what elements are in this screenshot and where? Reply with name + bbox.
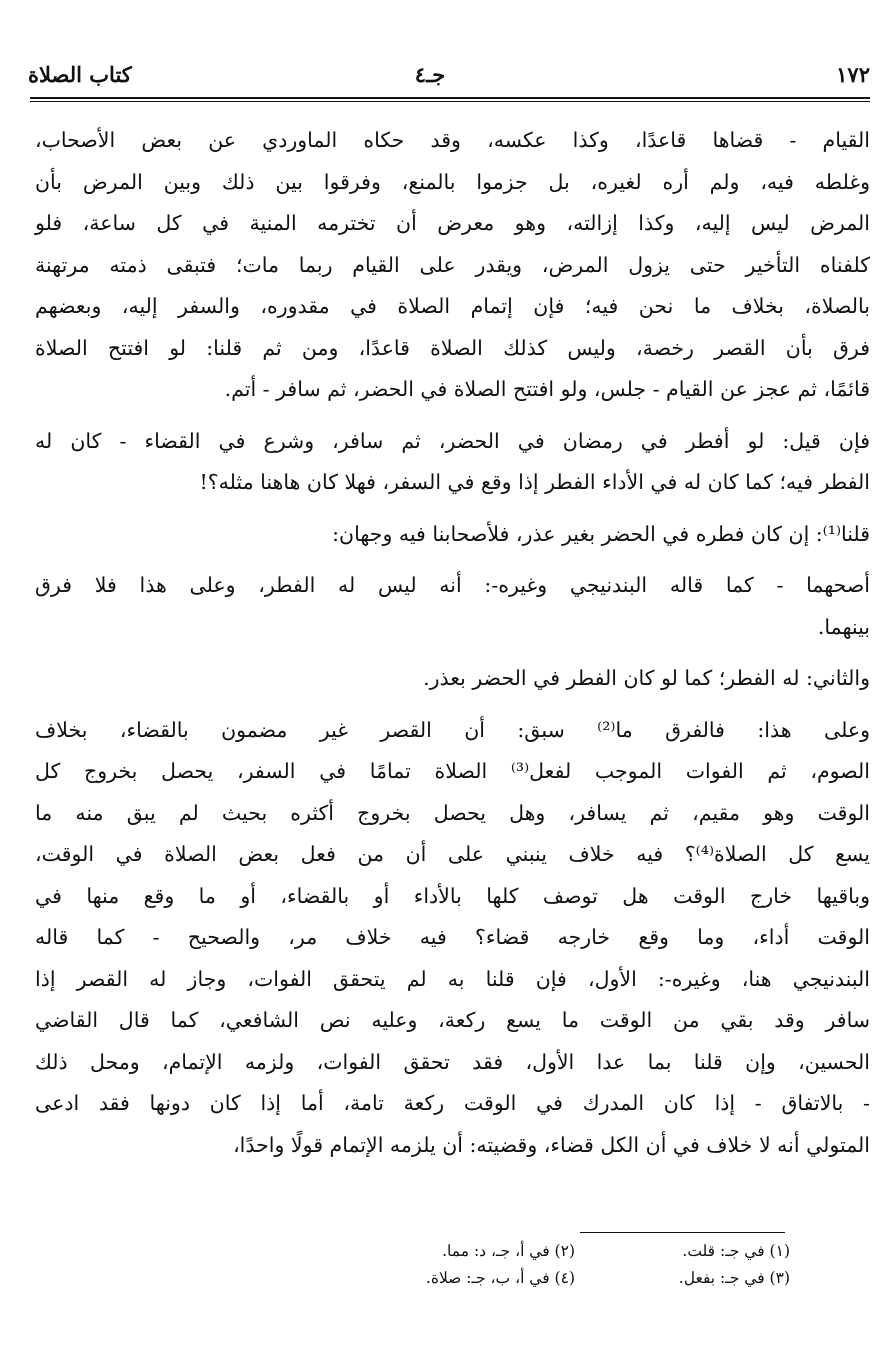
text-line: يسع كل الصلاة⁽⁴⁾؟ فيه خلاف ينبني على أن من فعل بعض الصلاة في الوقت، <box>35 842 870 866</box>
page-number: ١٧٢ <box>836 62 870 87</box>
paragraph-gap <box>35 648 870 658</box>
footnote: (٣) في جـ: بفعل. <box>678 1269 790 1287</box>
text-line: كلفناه التأخير حتى يزول المرض، ويقدر على القيام ربما مات؛ فتبقى ذمته مرتهنة <box>35 252 870 277</box>
text-line: البندنيجي هنا، وغيره-: الأول، فإن قلنا به لم يتحقق الفوات، وجاز له القصر إذا <box>35 966 870 991</box>
paragraph-gap <box>35 504 870 514</box>
footnote: (٢) في أ، جـ، د: مما. <box>442 1242 575 1260</box>
footnote-row <box>360 1265 790 1292</box>
paragraph-gap <box>35 700 870 710</box>
footnotes <box>360 1238 790 1292</box>
book-title: كتاب الصلاة <box>28 62 132 87</box>
text-line: الحسين، وإن قلنا بما عدا الأول، فقد تحقق الفوات، ولزمه الإتمام، ومحل ذلك <box>35 1049 870 1074</box>
text-line: - بالاتفاق - إذا كان المدرك في الوقت ركعة تامة، أما إذا كان دونها فقد ادعى <box>35 1091 870 1115</box>
text-line: والثاني: له الفطر؛ كما لو كان الفطر في الحضر بعذر. <box>423 666 870 690</box>
text-line: الفطر فيه؛ كما كان له في الأداء الفطر إذا وقع في السفر، فهلا كان هاهنا مثله؟! <box>199 470 870 494</box>
text-line: القيام - قضاها قاعدًا، وكذا عكسه، وقد حكاه الماوردي عن بعض الأصحاب، <box>35 128 870 152</box>
text-line: المتولي أنه لا خلاف في أن الكل قضاء، وقضيته: أن يلزمه الإتمام قولًا واحدًا، <box>233 1132 870 1157</box>
text-line: سافر وقد بقي من الوقت ما يسع ركعة، وعليه نص الشافعي، كما قال القاضي <box>35 1008 870 1032</box>
volume-label: جـ٤ <box>414 62 446 87</box>
text-line: وعلى هذا: فالفرق ما⁽²⁾ سبق: أن القصر غير مضمون بالقضاء، بخلاف <box>35 717 870 742</box>
paragraph-gap <box>35 555 870 565</box>
header-rule-thin <box>30 101 870 102</box>
footnote: (٤) في أ، ب، جـ: صلاة. <box>425 1269 575 1287</box>
text-line: المرض ليس إليه، وكذا إزالته، وهو معرض أن تخترمه المنية في كل ساعة، فلو <box>35 211 870 235</box>
text-line: وغلطه فيه، ولم أره لغيره، بل جزموا بالمنع، وفرقوا بين ذلك وبين المرض بأن <box>35 169 870 194</box>
text-line: أصحهما - كما قاله البندنيجي وغيره-: أنه ليس له الفطر، وعلى هذا فلا فرق <box>35 573 870 597</box>
text-line: قلنا⁽¹⁾: إن كان فطره في الحضر بغير عذر، فلأصحابنا فيه وجهان: <box>332 521 870 546</box>
main-text <box>35 120 870 1166</box>
paragraph-gap <box>35 411 870 421</box>
text-line: الصوم، ثم الفوات الموجب لفعل⁽³⁾ الصلاة تمامًا في السفر، يحصل بخروج كل <box>35 759 870 783</box>
text-line: بالصلاة، بخلاف ما نحن فيه؛ فإن إتمام الصلاة في مقدوره، والسفر إليه، وبعضهم <box>35 294 870 318</box>
text-line: الوقت وهو مقيم، ثم يسافر، وهل يحصل بخروج أكثره بحيث لم يبق منه ما <box>35 800 870 825</box>
text-line: الوقت أداء، وما وقع خارجه قضاء؟ فيه خلاف مر، والصحيح - كما قاله <box>35 925 870 949</box>
text-line: وباقيها خارج الوقت هل توصف كلها بالأداء أو بالقضاء، أو ما وقع منها في <box>35 883 870 908</box>
header-rule-thick <box>30 97 870 99</box>
text-line: فإن قيل: لو أفطر في رمضان في الحضر، ثم سافر، وشرع في القضاء - كان له <box>35 428 870 453</box>
text-line: قائمًا، ثم عجز عن القيام - جلس، ولو افتتح الصلاة في الحضر، ثم سافر - أتم. <box>224 377 870 401</box>
text-line: بينهما. <box>817 614 870 639</box>
footnote-separator <box>580 1232 785 1233</box>
text-line: فرق بأن القصر رخصة، وليس كذلك الصلاة قاعدًا، ومن ثم قلنا: لو افتتح الصلاة <box>35 335 870 360</box>
footnote: (١) في جـ: قلت. <box>682 1242 790 1260</box>
footnote-row <box>360 1238 790 1265</box>
